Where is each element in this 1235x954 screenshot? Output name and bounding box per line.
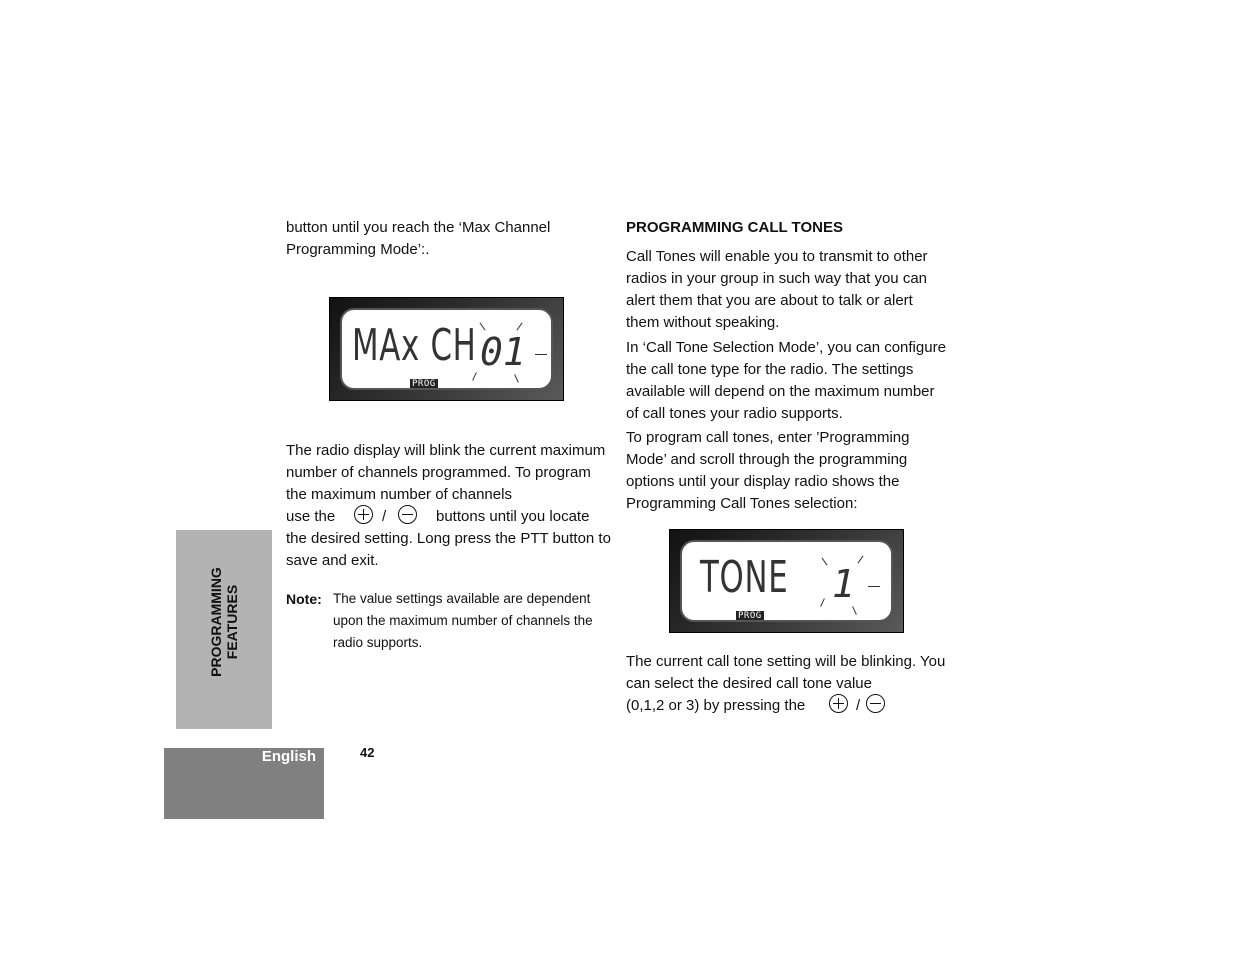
lcd-display-tone	[669, 529, 904, 633]
body-text-2: the desired setting. Long press the PTT button to save and exit.	[286, 530, 611, 569]
blink-mark	[820, 598, 825, 607]
para-selection-mode: In ‘Call Tone Selection Mode’, you can configure the call tone type for the radio. The settings available will depend on the maximum number of call tones your radio supports.	[626, 339, 946, 422]
para-call-tones: Call Tones will enable you to transmit to other radios in your group in such way that you can alert them that you are about to talk or alert them without speaking.	[626, 248, 928, 331]
prog-indicator: PROG	[412, 379, 436, 389]
lcd-text-max-ch: MAx CH	[352, 320, 477, 371]
page-number: 42	[360, 745, 375, 760]
language-box	[164, 748, 324, 819]
note-label: Note:	[286, 591, 322, 607]
side-tab-label	[208, 567, 240, 677]
body-buttons: buttons until you locate	[436, 508, 590, 525]
para-program-call-tones: To program call tones, enter ’Programming Mode’ and scroll through the programming options until your display radio shows the Programming Call Tones selection:	[626, 429, 910, 512]
minus-circle-icon	[398, 505, 417, 524]
body-use-the: use the	[286, 508, 336, 525]
para-pressing-the: (0,1,2 or 3) by pressing the	[626, 697, 806, 714]
prog-indicator: PROG	[738, 611, 762, 621]
lcd-display-max-channel	[329, 297, 564, 401]
blink-dash	[535, 354, 547, 355]
para-slash: /	[856, 697, 861, 714]
plus-circle-icon	[829, 694, 848, 713]
blink-mark	[852, 606, 857, 615]
blink-dash	[868, 586, 880, 587]
blink-mark	[858, 556, 864, 564]
section-heading: PROGRAMMING CALL TONES	[626, 219, 843, 236]
blink-mark	[822, 558, 828, 566]
side-tab-label-line1: PROGRAMMING	[208, 567, 224, 677]
minus-circle-icon	[866, 694, 885, 713]
para-current-setting: The current call tone setting will be blinking. You can select the desired call tone value	[626, 653, 946, 692]
lcd-digits-channel: 01	[480, 330, 526, 374]
lcd-digit-tone: 1	[832, 562, 855, 606]
side-tab-label-line2: FEATURES	[224, 584, 240, 660]
blink-mark	[472, 372, 477, 381]
note-text: The value settings available are dependent upon the maximum number of channels the radio supports.	[333, 591, 593, 650]
plus-circle-icon	[354, 505, 373, 524]
body-slash: /	[382, 508, 387, 525]
lcd-text-tone: TONE	[700, 552, 789, 603]
blink-mark	[514, 374, 519, 383]
language-label: English	[261, 748, 316, 765]
intro-text: button until you reach the ‘Max Channel Programming Mode’:.	[286, 219, 551, 258]
body-text-1: The radio display will blink the current maximum number of channels programmed. To program the maximum number of channels	[286, 442, 606, 503]
